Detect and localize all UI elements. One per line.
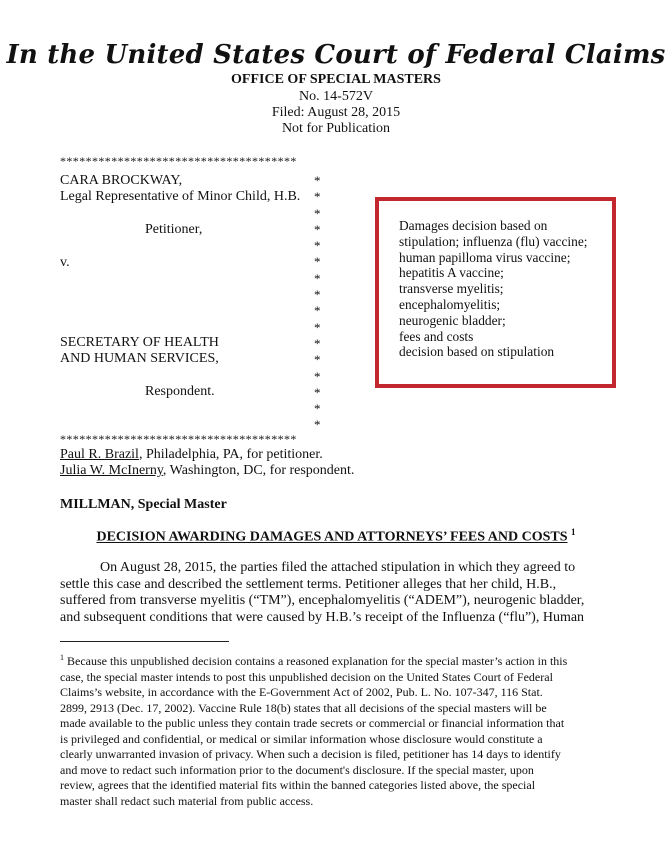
docket-number: No. 14-572V <box>299 89 373 104</box>
body-line: On August 28, 2015, the parties filed the attached stipulation in which they agreed to <box>100 560 576 575</box>
footnote-text: Because this unpublished decision contains a reasoned explanation for the special master’s action in this <box>64 654 568 668</box>
petitioner-name: CARA BROCKWAY, <box>60 173 183 188</box>
summary-line: decision based on stipulation <box>399 344 555 360</box>
body-line: settle this case and described the settlement terms. Petitioner alleges that her child, H.B., <box>60 576 557 592</box>
footnote-line: made available to the public unless they contain trade secrets or commercial or financial information that <box>60 716 565 730</box>
caption-top-rule: ************************************* <box>60 154 297 168</box>
footnote <box>60 650 620 809</box>
respondent-counsel <box>60 463 354 479</box>
filed-date: Filed: August 28, 2015 <box>271 105 401 120</box>
footnote-line: review, agrees that the identified material fits within the banned categories listed above, the special <box>60 778 536 792</box>
footnote-reference: 1 <box>571 527 576 537</box>
respondent-attorney-name: Julia W. McInerny <box>60 463 163 478</box>
footnote-line: master shall redact such material from public access. <box>60 793 314 808</box>
body-paragraph <box>60 560 612 627</box>
petitioner-description: Legal Representative of Minor Child, H.B. <box>60 189 301 204</box>
footnote-line: clearly unwarranted invasion of privacy. When such a decision is filed, petitioner has 14 days to identify <box>60 747 561 761</box>
court-title: In the United States Court of Federal Claims <box>6 40 666 70</box>
petitioner-counsel-rest: , Philadelphia, PA, for petitioner. <box>138 447 323 462</box>
summary-line: Damages decision based on <box>399 218 548 233</box>
versus: v. <box>60 255 70 270</box>
summary-line: stipulation; influenza (flu) vaccine; <box>399 233 588 249</box>
decision-heading <box>0 527 672 546</box>
summary-line: encephalomyelitis; <box>399 296 501 312</box>
footnote-rule <box>60 641 229 642</box>
summary-line: transverse myelitis; <box>399 281 504 297</box>
body-line: suffered from transverse myelitis (“TM”), encephalomyelitis (“ADEM”), neurogenic bladder, <box>60 593 585 609</box>
caption-bottom-rule: ************************************* <box>60 432 297 446</box>
respondent-line-1: SECRETARY OF HEALTH <box>60 335 219 350</box>
summary-line: fees and costs <box>399 328 474 344</box>
summary-line: neurogenic bladder; <box>399 312 506 328</box>
petitioner-counsel <box>60 447 323 463</box>
footnote-line: Claims’s website, in accordance with the E-Government Act of 2002, Pub. L. No. 107-347, 116 Stat. <box>60 685 543 699</box>
summary-box-text <box>399 218 588 360</box>
respondent-line-2: AND HUMAN SERVICES, <box>60 351 219 366</box>
author: MILLMAN, Special Master <box>60 497 227 512</box>
footnote-line: is privileged and confidential, or medical or similar information whose disclosure would constitute a <box>60 731 543 746</box>
caption-star-column: * * * * * * * * * * * * * * * * <box>314 173 321 433</box>
summary-line: human papilloma virus vaccine; <box>399 249 571 265</box>
body-line: and subsequent conditions that were caused by H.B.’s receipt of the Influenza (“flu”), Human <box>60 610 585 626</box>
footnote-line: case, the special master intends to post this unpublished decision on the United States Court of Federal <box>60 669 553 684</box>
petitioner-role: Petitioner, <box>145 222 203 237</box>
footnote-line: 2899, 2913 (Dec. 17, 2002). Vaccine Rule 18(b) states that all decisions of the special masters will be <box>60 700 547 715</box>
respondent-role: Respondent. <box>145 384 215 399</box>
decision-title: DECISION AWARDING DAMAGES AND ATTORNEYS’ FEES AND COSTS <box>96 529 568 545</box>
respondent-counsel-rest: , Washington, DC, for respondent. <box>162 463 355 478</box>
summary-line: hepatitis A vaccine; <box>399 265 504 281</box>
footnote-line: and move to redact such information prior to the document's disclosure. If the special master, upon <box>60 762 534 777</box>
footnote-line <box>60 650 620 670</box>
publication-status: Not for Publication <box>281 121 391 136</box>
footnote-mark: 1 <box>60 653 64 662</box>
petitioner-attorney-name: Paul R. Brazil <box>60 447 139 462</box>
office-name: OFFICE OF SPECIAL MASTERS <box>231 72 441 87</box>
